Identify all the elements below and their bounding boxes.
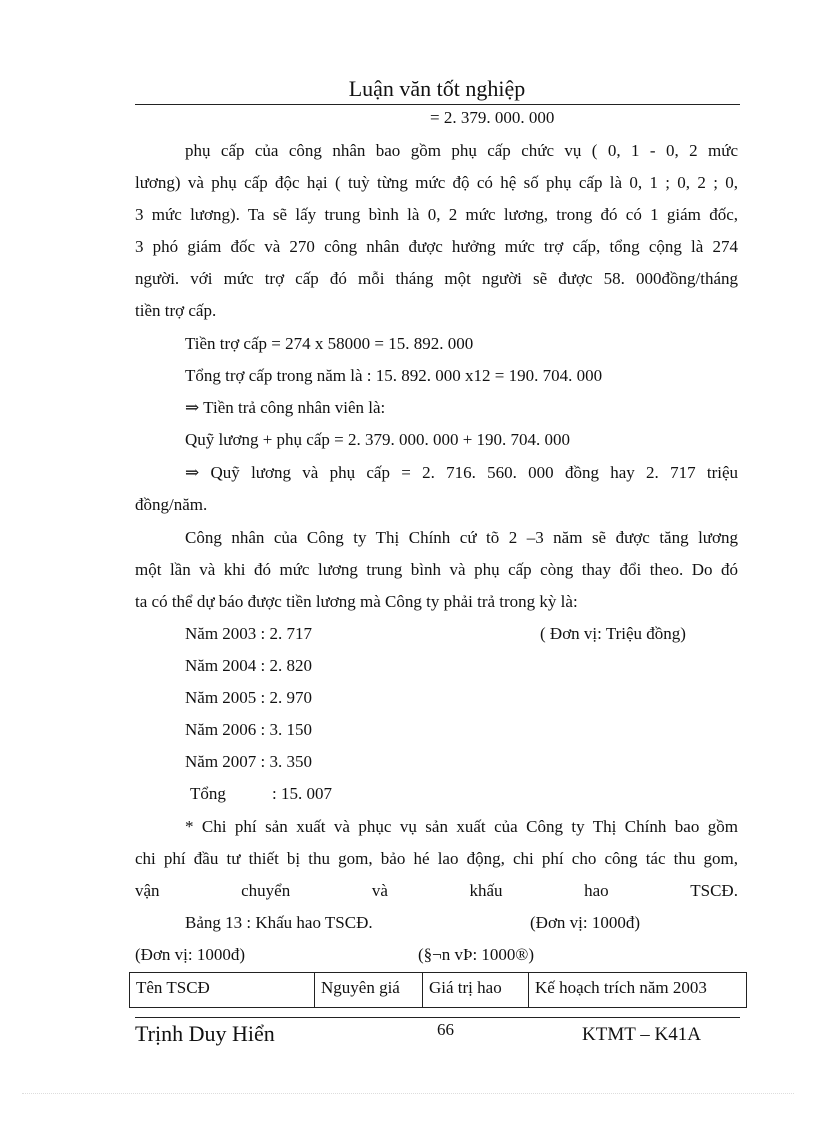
- word: vận: [135, 881, 160, 900]
- page-number: 66: [437, 1020, 454, 1039]
- paragraph-line: chi phí đầu tư thiết bị thu gom, bảo hé lao động, chi phí cho công tác thu gom,: [135, 849, 738, 868]
- paragraph-line: người. với mức trợ cấp đó mỗi tháng một người sẽ được 58. 000đồng/tháng: [135, 269, 738, 288]
- calc-line: Tổng trợ cấp trong năm là : 15. 892. 000 x12 = 190. 704. 000: [185, 366, 603, 385]
- footer-class-code: KTMT – K41A: [582, 1024, 701, 1045]
- word: TSCĐ.: [690, 881, 738, 900]
- table-header-cell: Kế hoạch trích năm 2003: [535, 978, 707, 997]
- forecast-total-label: Tổng: [190, 784, 226, 803]
- total-salary-line: = 2. 379. 000. 000: [430, 108, 555, 127]
- paragraph-line: phụ cấp của công nhân bao gồm phụ cấp chức vụ ( 0, 1 - 0, 2 mức: [185, 141, 738, 160]
- forecast-item: Năm 2005 : 2. 970: [185, 688, 313, 707]
- paragraph-line-spread: [135, 881, 738, 901]
- table-caption: Bảng 13 : Khấu hao TSCĐ.: [185, 913, 373, 932]
- unit-note: ( Đơn vị: Triệu đồng): [540, 624, 686, 643]
- forecast-item: Năm 2004 : 2. 820: [185, 656, 313, 675]
- word: chuyển: [241, 881, 291, 900]
- forecast-item: Năm 2007 : 3. 350: [185, 752, 313, 771]
- paragraph-line: * Chi phí sản xuất và phục vụ sản xuất của Công ty Thị Chính bao gồm: [185, 817, 738, 836]
- table-header-cell: Giá trị hao: [423, 973, 529, 1007]
- paragraph-line: một lần và khi đó mức lương trung bình và phụ cấp còng thay đổi theo. Do đó: [135, 560, 738, 579]
- calc-line: Tiền trợ cấp = 274 x 58000 = 15. 892. 000: [185, 334, 474, 353]
- word: và: [371, 881, 388, 900]
- result-line: ⇒ Quỹ lương và phụ cấp = 2. 716. 560. 000 đồng hay 2. 717 triệu: [185, 463, 738, 482]
- footer-author: Trịnh Duy Hiển: [135, 1021, 275, 1046]
- calc-line: Quỹ lương + phụ cấp = 2. 379. 000. 000 + 190. 704. 000: [185, 430, 571, 449]
- unit-garbled: (§¬n vÞ: 1000®): [418, 945, 535, 964]
- forecast-total-value: : 15. 007: [272, 784, 332, 803]
- calc-line: ⇒ Tiền trả công nhân viên là:: [185, 398, 386, 417]
- forecast-item: Năm 2006 : 3. 150: [185, 720, 313, 739]
- word: hao: [584, 881, 609, 900]
- paragraph-line: ta có thể dự báo được tiền lương mà Công ty phải trả trong kỳ là:: [135, 592, 578, 611]
- page-edge-line: [22, 1093, 794, 1094]
- forecast-item: Năm 2003 : 2. 717: [185, 624, 313, 643]
- table-header-cell: Nguyên giá: [315, 973, 423, 1007]
- result-line: đồng/năm.: [135, 495, 208, 514]
- table-unit: (Đơn vị: 1000đ): [530, 913, 641, 932]
- table-header-cell: Tên TSCĐ: [130, 973, 315, 1007]
- paragraph-line: Công nhân của Công ty Thị Chính cứ tõ 2 –3 năm sẽ được tăng lương: [185, 528, 738, 547]
- paragraph-line: 3 mức lương). Ta sẽ lấy trung bình là 0, 2 mức lương, trong đó có 1 giám đốc,: [135, 205, 738, 224]
- header-divider: [135, 104, 740, 105]
- paragraph-line: tiền trợ cấp.: [135, 301, 217, 320]
- page-header-title: Luận văn tốt nghiệp: [348, 76, 526, 101]
- word: khấu: [469, 881, 503, 900]
- footer-divider: [135, 1017, 740, 1018]
- depreciation-table-header: [129, 972, 747, 1008]
- unit-left: (Đơn vị: 1000đ): [135, 945, 246, 964]
- paragraph-line: lương) và phụ cấp độc hại ( tuỳ từng mức độ có hệ số phụ cấp là 0, 1 ; 0, 2 ; 0,: [135, 173, 738, 192]
- paragraph-line: 3 phó giám đốc và 270 công nhân được hưởng mức trợ cấp, tổng cộng là 274: [135, 237, 738, 256]
